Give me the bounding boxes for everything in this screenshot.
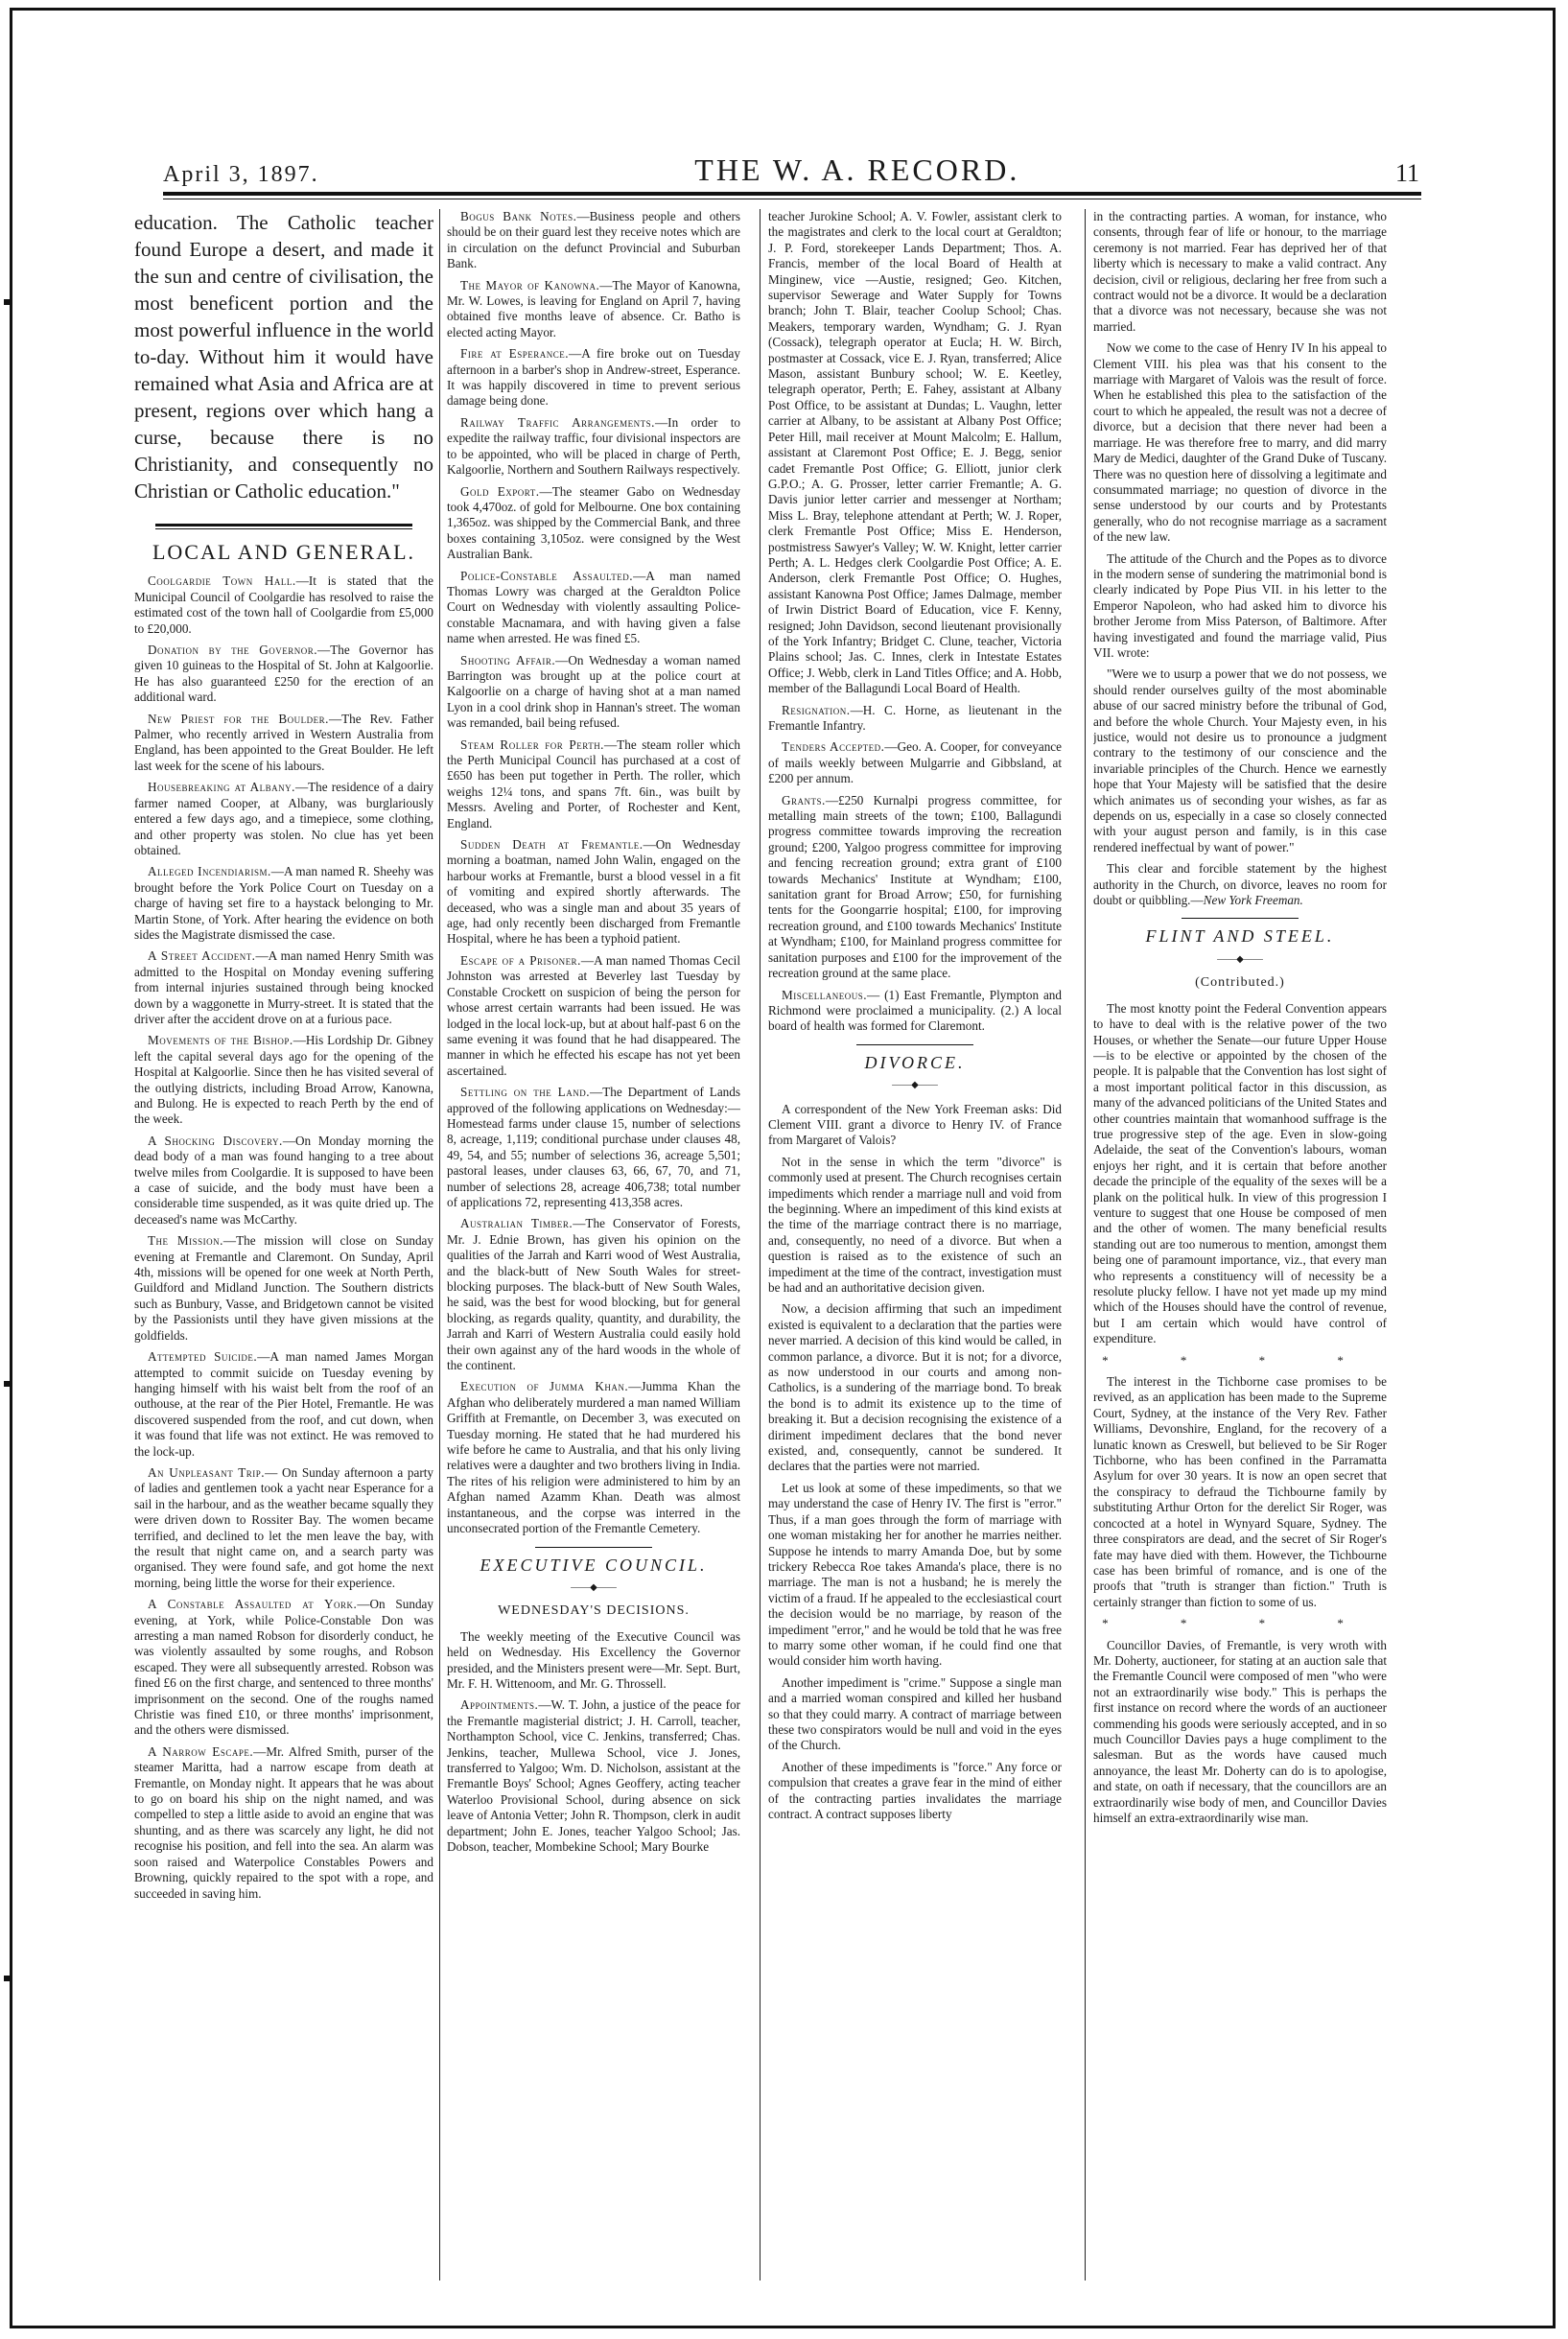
grants: Grants.—£250 Kurnalpi progress committee, for metalling main streets of the town; £100, Ballagundi progress committee towards improving the recreation ground; £200, Yalgoo progress committee for improving and fencing recreation ground; extra grant of £100 towards Mechanics' Institute at Wyndham; £100, sanitation grant for Broad Arrow; £50, for furnishing tents for the Goongarrie hospital; £100, for improving recreation ground, and £100 towards Mechanics' Institute at Wyndham; £100, for Mainland progress committee for sanitation purposes and £100 for the improvement of the recreation ground at the same place. bbox=[768, 792, 1062, 981]
section-rule bbox=[535, 1547, 652, 1548]
flint-and-steel-title: FLINT AND STEEL. bbox=[1145, 926, 1335, 947]
news-item: Housebreaking at Albany.—The residence of a dairy farmer named Cooper, at Albany, was burglariously entered a few days ago, and a timepiece, some clothing, and other property was stolen. No clue has yet been obtained. bbox=[134, 780, 433, 857]
margin-mark bbox=[4, 1381, 12, 1387]
column-1 bbox=[134, 209, 433, 2281]
contributed-label: (Contributed.) bbox=[1195, 975, 1285, 991]
news-item: Execution of Jumma Khan.—Jumma Khan the Afghan who deliberately murdered a man named William Griffith at Fremantle, on December 3, was executed on Tuesday morning. He stated that he had murdered his wife before he came to Australia, and that his only living relatives were a daughter and two brothers living in India. The rites of his religion were administered to him by an Afghan named Azamm Khan. Death was almost instantaneous, and the corpse was interred in the unconsecrated portion of the Fremantle Cemetery. bbox=[447, 1379, 740, 1536]
margin-mark bbox=[4, 299, 12, 305]
news-item: The Mission.—The mission will close on Sunday evening at Fremantle and Claremont. On Sunday, April 4th, missions will be opened for one week at North Perth, Guildford and Midland Junction. The Southern districts such as Bunbury, Vasse, and Bridgetown cannot be visited by the Passionists until they have given missions at the goldfields. bbox=[134, 1233, 433, 1343]
appointments-continued: teacher Jurokine School; A. V. Fowler, assistant clerk to the magistrates and clerk to the local court at Geraldton; J. P. Ford, storekeeper Lands Department; Thos. A. Francis, member of the local Board of Health at Minginew, vice —Austie, resigned; Geo. Kitchen, supervisor Sewerage and Water Supply for Towns branch; John T. Blair, teacher Coolup School; Chas. Meakers, temporary warden, Wyndham; G. J. Ryan (Cossack), telegraph operator at Eucla; H. W. Birch, postmaster at Cossack, vice E. J. Ryan, transferred; Alice Mason, assistant Bunbury school; W. E. Keetley, telegraph operator, Perth; E. Fahey, assistant at Albany Post Office, to be assistant at Dundas; L. Vaughn, letter carrier at Albany, to be assistant at Albany Post Office; Peter Hill, mail receiver at Mount Malcolm; E. Hallum, assistant at Claremont Post Office; E. J. Begg, senior cadet Fremantle Post Office; G. Elliott, junior clerk G.P.O.; A. G. Prosser, letter carrier Fremantle; A. G. Davis junior letter carrier and messenger at Northam; Miss L. Bray, telephone attendant at Perth; W. J. Roper, clerk Fremantle Post Office; Miss E. Henderson, postmistress Sawyer's Valley; W. W. Knight, letter carrier Perth; A. L. Hedges clerk Coolgardie Post Office; A. E. Anderson, clerk Fremantle Post Office; O. Hughes, assistant Kanowna Post Office; James Dalmage, member of Irwin District Board of Education, vice F. Kenny, resigned; John Davidson, second lieutenant provisionally of the York Infantry; Bridget C. Clune, teacher, Victoria Plains school; Jas. C. Innes, clerk in Intestate Estates Office; J. Webb, clerk in Land Titles Office; and A. Hobb, member of the Ballagundi Local Board of Health. bbox=[768, 209, 1062, 696]
executive-council-subtitle: WEDNESDAY'S DECISIONS. bbox=[498, 1603, 690, 1619]
news-item: Escape of a Prisoner.—A man named Thomas Cecil Johnston was arrested at Beverley last Tuesday by Constable Crockett on suspicion of being the person for whose arrest certain warrants had been issued. He was lodged in the local lock-up, but at about half-past 6 on the same evening it was found that he had disappeared. The manner in which he effected his escape has not yet been ascertained. bbox=[447, 952, 740, 1078]
news-item: Attempted Suicide.—A man named James Morgan attempted to commit suicide on Tuesday evening by hanging himself with his waist belt from the roof of an outhouse, at the rear of the Pier Hotel, Fremantle. He was discovered suspended from the roof, and cut down, when it was found that life was not extinct. He was removed to the lock-up. bbox=[134, 1349, 433, 1459]
ornament-rule: ——◆—— bbox=[1217, 953, 1263, 965]
news-item: A Shocking Discovery.—On Monday morning the dead body of a man was found hanging to a tree about twelve miles from Coolgardie. It is supposed to have been a case of suicide, and the body must have been a considerable time suspended, as it was quite dried up. The deceased's name was McCarthy. bbox=[134, 1133, 433, 1227]
news-item: Alleged Incendiarism.—A man named R. Sheehy was brought before the York Police Court on Tuesday on a charge of having set fire to a haystack belonging to Mr. Martin Stone, of York. After hearing the evidence on both sides the Magistrate dismissed the case. bbox=[134, 864, 433, 942]
star-separator: * * * * bbox=[1102, 1352, 1378, 1368]
column-3 bbox=[768, 209, 1062, 2281]
column-divider bbox=[1085, 209, 1086, 2281]
executive-council-title: EXECUTIVE COUNCIL. bbox=[480, 1555, 708, 1575]
news-item: The Mayor of Kanowna.—The Mayor of Kanowna, Mr. W. Lowes, is leaving for England on April 7, having obtained five months leave of absence. Cr. Batho is elected acting Mayor. bbox=[447, 277, 740, 339]
news-item: Donation by the Governor.—The Governor has given 10 guineas to the Hospital of St. John at Kalgoorlie. He has also guaranteed £250 for the erection of an additional ward. bbox=[134, 643, 433, 705]
star-separator: * * * * bbox=[1102, 1616, 1378, 1631]
resignation: Resignation.—H. C. Horne, as lieutenant in the Fremantle Infantry. bbox=[768, 702, 1062, 733]
local-items bbox=[134, 573, 433, 1902]
ornament-rule: ——◆—— bbox=[571, 1581, 617, 1593]
article-paragraph: Now, a decision affirming that such an impediment existed is equivalent to a declaration that the parties were never married. A decision of this kind would be called, in common parlance, a divorce. But it is not; for a divorce, as now understood in our courts and among non-Catholics, is a sundering of the marriage bond. To break the bond is to admit its existence up to the time of breaking it. But a decision recognising the existence of a diriment impediment declares that the bond never existed, and, consequently, cannot be sundered. It declares that the parties were not married. bbox=[768, 1301, 1062, 1474]
article-paragraph: Let us look at some of these impediments, so that we may understand the case of Henry IV. The first is "error." Thus, if a man goes through the form of marriage with one woman mistaking her for another he marries neither. Suppose he intends to marry Amanda Doe, but by some trickery Rebecca Roe takes Amanda's place, there is no marriage. The man is not a husband; he is merely the victim of a fraud. If he appealed to the ecclesiastical court the decision would be no marriage, by reason of the impediment "error," and he would be told that he was free to marry some other woman, if he could find one that would consider him worth having. bbox=[768, 1480, 1062, 1669]
ornament-rule: ——◆—— bbox=[892, 1080, 938, 1091]
news-item: Coolgardie Town Hall.—It is stated that the Municipal Council of Coolgardie has resolved to raise the estimated cost of the town hall of Coolgardie from £5,000 to £20,000. bbox=[134, 573, 433, 636]
page-number: 11 bbox=[1394, 159, 1419, 187]
margin-mark bbox=[4, 1976, 12, 1981]
divorce-title: DIVORCE. bbox=[864, 1052, 966, 1072]
section-rule bbox=[155, 524, 412, 529]
column-2 bbox=[447, 209, 740, 2281]
column-4 bbox=[1093, 209, 1387, 2281]
news-item: A Narrow Escape.—Mr. Alfred Smith, purser of the steamer Maritta, had a narrow escape from death at Fremantle, on Monday night. It appears that he was about to go on board his ship on the night named, and was compelled to step a little aside to avoid an engine that was shunting, and as there was scarcely any light, he did not recognise his position, and fell into the sea. An alarm was soon raised and Waterpolice Constables Powers and Browning, quickly repaired to the spot with a rope, and succeeded in saving him. bbox=[134, 1743, 433, 1901]
miscellaneous: Miscellaneous.— (1) East Fremantle, Plympton and Richmond were proclaimed a municipality. (2.) A local board of health was formed for Claremont. bbox=[768, 987, 1062, 1034]
column-divider bbox=[439, 209, 440, 2281]
masthead bbox=[163, 146, 1419, 188]
article-paragraph: Now we come to the case of Henry IV In his appeal to Clement VIII. his plea was that his consent to the marriage with Margaret of Valois was the result of force. When he established this plea to the satisfaction of the court to which he appealed, the result was not a decree of divorce, but a decision that there never had been a marriage. He was therefore free to marry, and did marry Mary de Medici, daughter of the Grand Duke of Tuscany. There was no question here of dissolving a legitimate and consummated marriage; no question of divorce in the sense understood by our courts and by Protestants generally, who do not recognise marriage as a sacrament of the new law. bbox=[1093, 340, 1387, 545]
article-paragraph: The interest in the Tichborne case promises to be revived, as an application has been made to the Supreme Court, Sydney, at the instance of the Very Rev. Father Williams, Devonshire, England, for the recovery of a lunatic known as Creswell, but believed to be Sir Roger Tichborne, who has been confined in the Parramatta Asylum for over 30 years. It is now an open secret that the conspiracy to defraud the Tichbourne family by substituting Arthur Orton for the derelict Sir Roger, was concocted at a hotel in Wynyard Square, Sydney. The three conspirators are dead, and the secret of Sir Roger's fate may have died with them. However, the Tichbourne case has been brimful of romance, and is one of the proofs that "truth is stranger than fiction." Truth is certainly stranger than fiction to some of us. bbox=[1093, 1374, 1387, 1609]
article-paragraph: in the contracting parties. A woman, for instance, who consents, through fear of life or honour, to the marriage ceremony is not married. Fear has deprived her of that liberty which is necessary to make a valid contract. Any decision, civil or religious, declaring her free from such a contract would not be a divorce. It would be a declaration that a divorce was not necessary, because she was not married. bbox=[1093, 209, 1387, 334]
article-paragraph: The attitude of the Church and the Popes as to divorce in the modern sense of sundering the matrimonial bond is clearly indicated by Pope Pius VII. in his letter to the Emperor Napoleon, who had asked him to divorce his brother Jerome from Miss Paterson, of Baltimore. After having investigated and found the marriage valid, Pius VII. wrote: bbox=[1093, 550, 1387, 660]
article-paragraph: The most knotty point the Federal Convention appears to have to deal with is the relative power of the two Houses, or whether the Senate—our future Upper House—is to be elective or appointed by the chosen of the people. It is palpable that the Convention has lost sight of a most important political factor in this discussion, as many of the advanced politicians of the United States and other countries maintain that womanhood suffrage is the true progressive step of the age. Even in slow-going Adelaide, the seat of the Convention's labours, woman enjoys her right, and it is certain that before another decade the principle of the equality of the sexes will be a plank on the political hulk. In view of this progression I venture to suggest that one House be composed of men and the other of women. The many beneficial results standing out are too numerous to mention, amongst them being one of paramount importance, viz., that every man who represents a constituency will of necessity be a resolute plucky fellow. I have not yet made up my mind which of the Houses should have the control of revenue, but I am certain which would have control of expenditure. bbox=[1093, 1000, 1387, 1346]
article-paragraph: Not in the sense in which the term "divorce" is commonly used at present. The Church recognises certain impediments which render a marriage null and void from the beginning. Where an impediment of this kind exists at the time of the marriage contract there is no marriage, and, consequently, no need of a divorce. But when a question is raised as to the existence of such an impediment at the time of the contract, investigation must be had and an authoritative decision given. bbox=[768, 1154, 1062, 1295]
news-item: Australian Timber.—The Conservator of Forests, Mr. J. Ednie Brown, has given his opinion on the qualities of the Jarrah and Karri wood of West Australia, and the black-butt of New South Wales for street-blocking purposes. The black-butt of New South Wales, he said, was the best for wood blocking, but for general blocking, as regards quality, quantity, and durability, the Jarrah and Karri of Western Australia could easily hold their own against any of the hard woods in the whole of the continent. bbox=[447, 1216, 740, 1373]
news-item: An Unpleasant Trip.— On Sunday afternoon a party of ladies and gentlemen took a yacht near Esperance for a sail in the harbour, and as the weather became squally they were driven down to Rossiter Bay. The women became terrified, and declined to let the men leave the bay, with the result that night came on, and a search party was organised. They were found safe, and got home the next morning, being little the worse for their experience. bbox=[134, 1464, 433, 1590]
issue-date: April 3, 1897. bbox=[163, 162, 319, 187]
news-item: A Constable Assaulted at York.—On Sunday evening, at York, while Police-Constable Don was arresting a man named Robson for disorderly conduct, he was violently assaulted by some roughs, and Robson escaped. They were all subsequently arrested. Robson was fined £6 on the first charge, and sentenced to three months' imprisonment on the second. One of the roughs named Christie was fined £10, or three months' imprisonment, and the others were dismissed. bbox=[134, 1597, 433, 1738]
news-item: Movements of the Bishop.—His Lordship Dr. Gibney left the capital several days ago for the opening of the Hospital at Kalgoorlie. Since then he has visited several of the outlying districts, including Broad Arrow, Kanowna, and Bulong. He is expected to reach Perth by the end of the week. bbox=[134, 1033, 433, 1127]
news-item: Fire at Esperance.—A fire broke out on Tuesday afternoon in a barber's shop in Andrew-street, Esperance. It was happily discovered in time to prevent serious damage being done. bbox=[447, 346, 740, 409]
news-item: Gold Export.—The steamer Gabo on Wednesday took 4,470oz. of gold for Melbourne. One box containing 1,365oz. was shipped by the Commercial Bank, and three boxes containing 3,105oz. were consigned by the West Australian Bank. bbox=[447, 483, 740, 562]
section-rule bbox=[856, 1044, 973, 1045]
news-item: Settling on the Land.—The Department of Lands approved of the following applications on Wednesday:—Homestead farms under clause 15, number of selections 8, acreage, 1,119; conditional purchase under clauses 48, 49, 54, and 55; number of selections 36, acreage 5,501; pastoral leases, under clauses 63, 66, 67, 70, and 71, number of selections 28, acreage 406,738; total number of applications 72, representing 413,358 acres. bbox=[447, 1085, 740, 1209]
article-paragraph: Another impediment is "crime." Suppose a single man and a married woman conspired and killed her husband so that they could marry. A contract of marriage between these two conspirators would be null and void in the eyes of the Church. bbox=[768, 1674, 1062, 1753]
news-item: A Street Accident.—A man named Henry Smith was admitted to the Hospital on Monday evening suffering from internal injuries sustained through being knocked down by a waggonette in Murry-street. It is stated that the driver after the accident drove on at a furious pace. bbox=[134, 948, 433, 1026]
article-paragraph: This clear and forcible statement by the highest authority in the Church, on divorce, leaves no room for doubt or quibbling.—New York Freeman. bbox=[1093, 861, 1387, 908]
news-item: Shooting Affair.—On Wednesday a woman named Barrington was brought up at the police court at Kalgoorlie on a charge of having shot at a man named Lyon in a cool drink shop in Hannan's street. The woman was remanded, bail being refused. bbox=[447, 652, 740, 731]
column-divider bbox=[760, 209, 761, 2281]
local-and-general-title: LOCAL AND GENERAL. bbox=[152, 540, 416, 564]
publication-title: THE W. A. RECORD. bbox=[694, 152, 1020, 187]
news-item: New Priest for the Boulder.—The Rev. Father Palmer, who recently arrived in Western Australia from England, has been appointed to the Great Boulder. He left last week for the scene of his labours. bbox=[134, 711, 433, 773]
news-item: Steam Roller for Perth.—The steam roller which the Perth Municipal Council has purchased at a cost of £650 has been put together in Perth. The roller, which weighs 12¼ tons, and spans 7ft. 6in., was built by Messrs. Aveling and Porter, of Rochester and Kent, England. bbox=[447, 737, 740, 830]
appointments: Appointments.—W. T. John, a justice of the peace for the Fremantle magisterial district; J. H. Carroll, teacher, Northampton School, vice C. Jenkins, transferred; Chas. Jenkins, teacher, Mullewa School, vice J. Jones, transferred to Yalgoo; Wm. D. Nicholson, assistant at the Fremantle Boys' School; Agnes Geoffery, acting teacher Waterloo Provisional School, during absence on sick leave of Antonia Vetter; John R. Thompson, clerk in audit department; John E. Jones, teacher Yalgoo School; Jas. Dobson, teacher, Mombekine School; Mary Bourke bbox=[447, 1697, 740, 1854]
news-item: Sudden Death at Fremantle.—On Wednesday morning a boatman, named John Walin, engaged on the harbour works at Fremantle, burst a blood vessel in a fit of vomiting and expired shortly afterwards. The deceased, who was a single man and about 35 years of age, had only recently been discharged from Fremantle Hospital, where he has been a typhoid patient. bbox=[447, 837, 740, 947]
news-item: Bogus Bank Notes.—Business people and others should be on their guard lest they receive notes which are in circulation on the defunct Provincial and Suburban Bank. bbox=[447, 209, 740, 271]
article-paragraph: A correspondent of the New York Freeman asks: Did Clement VIII. grant a divorce to Henry IV. of France from Margaret of Valois? bbox=[768, 1101, 1062, 1148]
news-item: Railway Traffic Arrangements.—In order to expedite the railway traffic, four divisional inspectors are to be appointed, who will be placed in charge of Perth, Kalgoorlie, Northern and Southern Railways respectively. bbox=[447, 414, 740, 478]
article-paragraph: Another of these impediments is "force." Any force or compulsion that creates a grave fear in the mind of either of the contracting parties invalidates the marriage contract. A contract supposes liberty bbox=[768, 1759, 1062, 1821]
article-paragraph: "Were we to usurp a power that we do not possess, we should render ourselves guilty of the most abominable abuse of our sacred ministry before the tribunal of God, and before the whole Church. Your Majesty even, in his justice, would not desire us to pronounce a judgment contrary to the testimony of our conscience and the invariable principles of the Church. Hence we earnestly hope that Your Majesty will be satisfied that the desire which animates us of seconding your wishes, as far as depends on us, especially in a case so closely connected with your august person and family, is in this case rendered ineffectual by want of power." bbox=[1093, 667, 1387, 854]
article-paragraph: Councillor Davies, of Fremantle, is very wroth with Mr. Doherty, auctioneer, for stating at an auction sale that the Fremantle Council were composed of men "who were not an extraordinarily wise body." This is perhaps the first instance on record where the words of an auctioneer commending his goods were seriously accepted, and in so much Councillor Davies pays a huge compliment to the salesman. But as the words have caused much annoyance, the least Mr. Doherty can do is to apologise, and state, on oath if necessary, that the councillors are an extraordinarily wise body of men, and Councillor Davies himself an extra-extraordinarily wise man. bbox=[1093, 1637, 1387, 1825]
source-credit: New York Freeman. bbox=[1203, 893, 1303, 908]
section-rule bbox=[1182, 918, 1299, 919]
news-item: Police-Constable Assaulted.—A man named Thomas Lowry was charged at the Geraldton Police Court on Wednesday with violently assaulting Police-constable Macnamara, and with having given a false name when arrested. He was fined £5. bbox=[447, 568, 740, 646]
tenders: Tenders Accepted.—Geo. A. Cooper, for conveyance of mails weekly between Mulgarrie and Gibbsland, at £200 per annum. bbox=[768, 739, 1062, 786]
lead-quote: education. The Catholic teacher found Europe a desert, and made it the sun and centre of civilisation, the most beneficent portion and the most powerful influence in the world to-day. Without him it would have remained what Asia and Africa are at present, regions over which hang a curse, because there is no Christianity, and consequently no Christian or Catholic education." bbox=[134, 211, 433, 503]
exec-intro: The weekly meeting of the Executive Council was held on Wednesday. His Excellency the Governor presided, and the Ministers present were—Mr. Sept. Burt, Mr. F. H. Wittenoom, and Mr. G. Throssell. bbox=[447, 1628, 740, 1691]
header-rule bbox=[163, 192, 1421, 196]
